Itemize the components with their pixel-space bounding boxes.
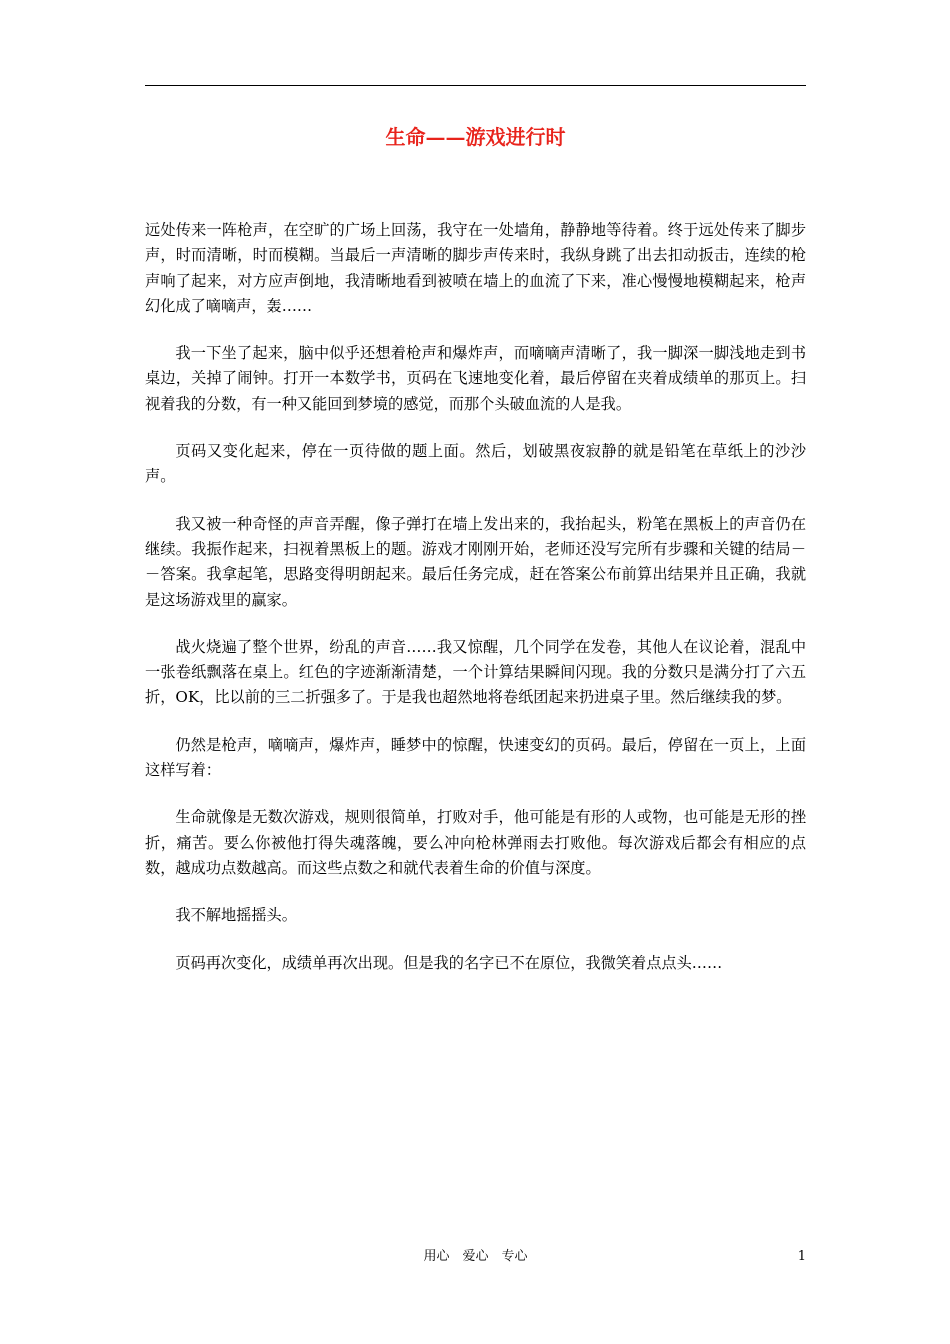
paragraph-5: 战火烧遍了整个世界，纷乱的声音……我又惊醒，几个同学在发卷，其他人在议论着，混乱中一张卷纸飘落在桌上。红色的字迹渐渐清楚，一个计算结果瞬间闪现。我的分数只是满分打了六五折，OK，比以前的三二折强多了。于是我也超然地将卷纸团起来扔进桌子里。然后继续我的梦。 (145, 637, 806, 707)
footer-motto: 用心 爱心 专心 (423, 1249, 528, 1264)
paragraph-7: 生命就像是无数次游戏，规则很简单，打败对手，他可能是有形的人或物，也可能是无形的挫折，痛苦。要么你被他打得失魂落魄，要么冲向枪林弹雨去打败他。每次游戏后都会有相应的点数，越成功点数越高。而这些点数之和就代表着生命的价值与深度。 (145, 808, 806, 877)
document-body (145, 218, 806, 998)
document-title: 生命——游戏进行时 (385, 125, 566, 149)
header-rule (145, 85, 806, 86)
page-number: 1 (797, 1249, 806, 1264)
paragraph-1: 远处传来一阵枪声，在空旷的广场上回荡，我守在一处墙角，静静地等待着。终于远处传来了脚步声，时而清晰，时而模糊。当最后一声清晰的脚步声传来时，我纵身跳了出去扣动扳击，连续的枪声响了起来，对方应声倒地，我清晰地看到被喷在墙上的血流了下来，准心慢慢地模糊起来，枪声幻化成了嘀嘀声，轰…… (145, 221, 806, 315)
paragraph-2: 我一下坐了起来，脑中似乎还想着枪声和爆炸声，而嘀嘀声清晰了，我一脚深一脚浅地走到书桌边，关掉了闹钟。打开一本数学书，页码在飞速地变化着，最后停留在夹着成绩单的那页上。扫视着我的分数，有一种又能回到梦境的感觉，而那个头破血流的人是我。 (145, 344, 806, 413)
paragraph-4: 我又被一种奇怪的声音弄醒，像子弹打在墙上发出来的，我抬起头，粉笔在黑板上的声音仍在继续。我振作起来，扫视着黑板上的题。游戏才刚刚开始，老师还没写完所有步骤和关键的结局－－答案。我拿起笔，思路变得明朗起来。最后任务完成，赶在答案公布前算出结果并且正确，我就是这场游戏里的赢家。 (145, 514, 806, 609)
paragraph-9: 页码再次变化，成绩单再次出现。但是我的名字已不在原位，我微笑着点点头…… (175, 953, 723, 972)
paragraph-6: 仍然是枪声，嘀嘀声，爆炸声，睡梦中的惊醒，快速变幻的页码。最后，停留在一页上，上面这样写着： (145, 735, 806, 780)
paragraph-3: 页码又变化起来，停在一页待做的题上面。然后，划破黑夜寂静的就是铅笔在草纸上的沙沙声。 (145, 442, 806, 486)
paragraph-8: 我不解地摇摇头。 (175, 906, 297, 925)
